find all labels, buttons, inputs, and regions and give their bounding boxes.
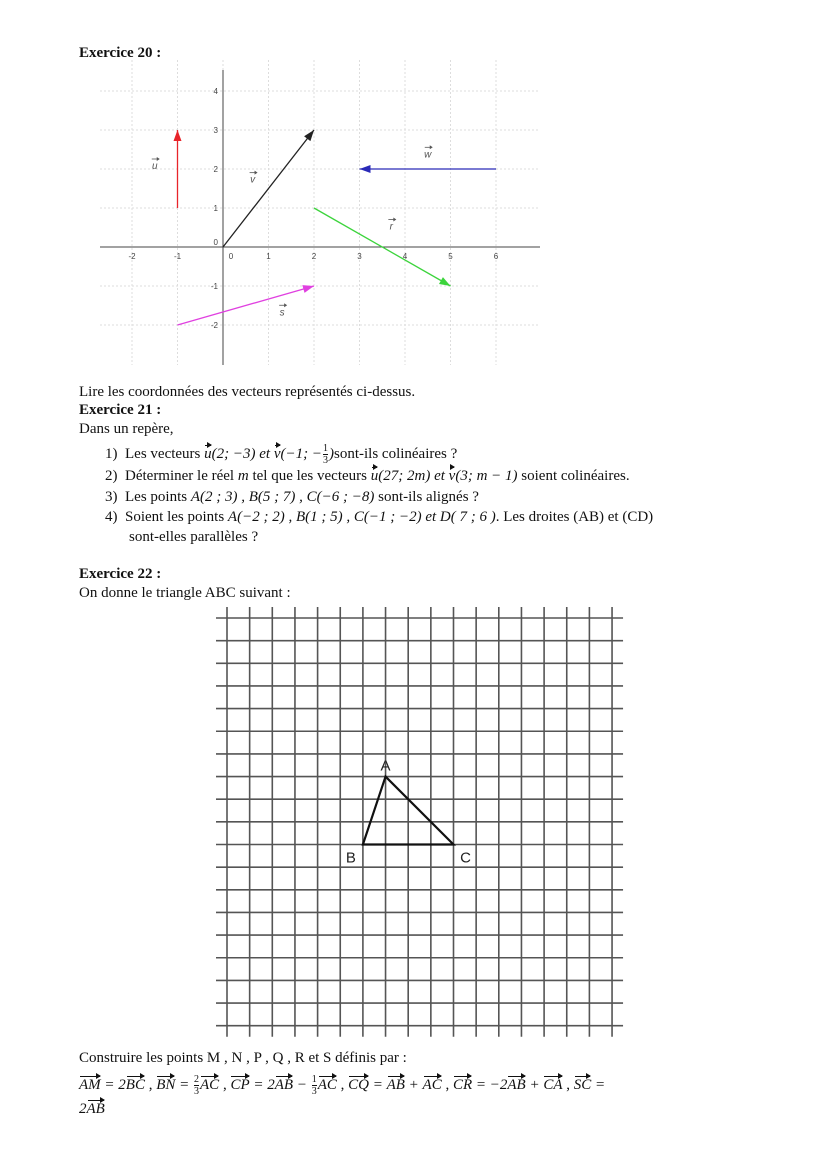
x-tick-label: -2 — [128, 252, 136, 261]
math: = 2 — [100, 1076, 126, 1093]
x-tick-label: 4 — [402, 252, 408, 261]
equations-line-continuation — [79, 1100, 105, 1118]
item-text: Déterminer le réel — [125, 468, 238, 484]
vector-CP: CP — [230, 1076, 250, 1093]
math: (2; −3) et — [211, 445, 274, 462]
x-tick-label: 1 — [266, 252, 271, 261]
y-tick-label: -2 — [210, 321, 218, 330]
math: A(−2 ; 2) , B(1 ; 5) , C(−1 ; −2) et D( 7 ; 6 ) — [227, 509, 496, 525]
vector-AC: AC — [422, 1076, 442, 1093]
arrowhead-icon — [304, 130, 314, 141]
item-text: Soient les points — [125, 509, 228, 525]
math: + — [525, 1076, 544, 1093]
vector-AC: AC — [317, 1076, 337, 1093]
item-text: Les vecteurs — [125, 445, 205, 462]
math: 2 — [79, 1101, 87, 1117]
x-tick-label: 5 — [448, 252, 453, 261]
vector-BN: BN — [156, 1076, 176, 1093]
numerator: 1 — [322, 443, 328, 454]
exercise-20-title: Exercice 20 : — [79, 45, 162, 61]
vector-AM: AM — [79, 1076, 101, 1093]
separator: , — [441, 1076, 453, 1093]
y-tick-label: 1 — [213, 204, 218, 213]
item-text: tel que les vecteurs — [248, 468, 371, 484]
math: = −2 — [472, 1076, 508, 1093]
separator: , — [336, 1076, 349, 1093]
denominator: 3 — [311, 1086, 317, 1097]
exercise-22-instruction: Construire les points M , N , P , Q , R et S définis par : — [79, 1050, 407, 1066]
x-tick-label: 3 — [357, 252, 362, 261]
item-text: . Les droites (AB) et (CD) — [495, 509, 654, 525]
exercise-21-intro: Dans un repère, — [79, 421, 174, 437]
x-tick-label: 6 — [493, 252, 499, 261]
separator: , — [144, 1076, 157, 1093]
numerator: 2 — [194, 1074, 200, 1085]
denominator: 3 — [322, 455, 328, 466]
vector-s — [178, 286, 315, 325]
vector-AC: AC — [200, 1076, 220, 1093]
math: = — [368, 1076, 387, 1093]
vertex-label-A: A — [380, 757, 391, 775]
item-text: Les points — [125, 489, 191, 505]
math: (27; 2m) et — [378, 468, 449, 484]
vector-CR: CR — [452, 1076, 473, 1093]
x-tick-label: 0 — [228, 252, 234, 261]
vector-AB: AB — [507, 1076, 526, 1093]
math: = — [175, 1076, 194, 1093]
item-number: 4) — [105, 509, 118, 525]
item-text: soient colinéaires. — [517, 468, 630, 484]
math: A(2 ; 3) , B(5 ; 7) , C(−6 ; −8) — [190, 489, 375, 505]
item-number: 1) — [105, 445, 118, 462]
vector-v: v — [273, 445, 281, 462]
vector-AB: AB — [386, 1076, 405, 1093]
math: = — [591, 1076, 606, 1093]
y-tick-label: 2 — [213, 165, 218, 174]
vector-label-v: v — [250, 174, 256, 186]
vector-label-r: r — [389, 221, 394, 233]
separator: , — [562, 1076, 574, 1093]
vector-arrow-icon — [157, 157, 160, 161]
item-number: 2) — [105, 468, 118, 484]
vector-v: v — [448, 468, 456, 484]
vector-label-w: w — [424, 149, 432, 161]
y-tick-label: 4 — [213, 87, 218, 96]
triangle-grid — [210, 603, 635, 1043]
vector-SC: SC — [573, 1076, 592, 1093]
math: + — [404, 1076, 423, 1093]
exercise-20-instruction: Lire les coordonnées des vecteurs représentés ci-dessus. — [79, 384, 416, 400]
math: (−1; − — [280, 445, 322, 462]
vector-label-u: u — [151, 161, 158, 172]
vector-CQ: CQ — [348, 1076, 369, 1093]
vector-BC: BC — [125, 1076, 145, 1093]
vector-arrow-icon — [393, 217, 396, 221]
vector-u: u — [370, 468, 379, 484]
denominator: 3 — [194, 1086, 200, 1097]
vector-AB: AB — [274, 1076, 294, 1093]
fraction — [194, 1074, 199, 1097]
vector-AB: AB — [86, 1101, 105, 1117]
math: = 2 — [249, 1076, 275, 1093]
list-item — [105, 443, 457, 466]
arrowhead-icon — [439, 277, 451, 286]
list-item — [105, 508, 653, 526]
exercise-21-title: Exercice 21 : — [79, 402, 162, 418]
separator: , — [219, 1076, 231, 1093]
item-number: 3) — [105, 489, 118, 505]
y-tick-label: 3 — [213, 126, 218, 135]
y-tick-label: 0 — [213, 238, 218, 247]
math: − — [293, 1076, 311, 1093]
x-tick-label: -1 — [173, 252, 182, 261]
equations-line — [79, 1074, 605, 1097]
y-tick-label: -1 — [210, 282, 218, 291]
arrowhead-icon — [174, 130, 182, 141]
vector-label-s: s — [279, 307, 285, 319]
arrowhead-icon — [302, 285, 314, 293]
vector-arrow-icon — [255, 171, 258, 175]
vector-plot — [100, 60, 540, 365]
exercise-22-title: Exercice 22 : — [79, 566, 162, 582]
fraction — [323, 443, 328, 466]
item-text: sont-ils alignés ? — [374, 489, 479, 505]
fraction — [312, 1074, 317, 1097]
x-tick-label: 2 — [311, 252, 317, 261]
exercise-22-intro: On donne le triangle ABC suivant : — [79, 585, 291, 601]
vector-arrow-icon — [284, 303, 287, 307]
vector-u: u — [204, 445, 212, 462]
vertex-label-C: C — [460, 849, 471, 867]
vertex-label-B: B — [345, 849, 356, 867]
math: (3; m − 1) — [455, 468, 518, 484]
vector-CA: CA — [543, 1076, 563, 1093]
numerator: 1 — [311, 1074, 317, 1085]
list-item — [105, 488, 479, 506]
list-item-continuation: sont-elles parallèles ? — [129, 529, 259, 545]
item-text: sont-ils colinéaires ? — [333, 445, 458, 462]
arrowhead-icon — [360, 165, 371, 173]
math: m — [237, 468, 249, 484]
math: ) — [328, 445, 334, 462]
list-item — [105, 467, 630, 485]
